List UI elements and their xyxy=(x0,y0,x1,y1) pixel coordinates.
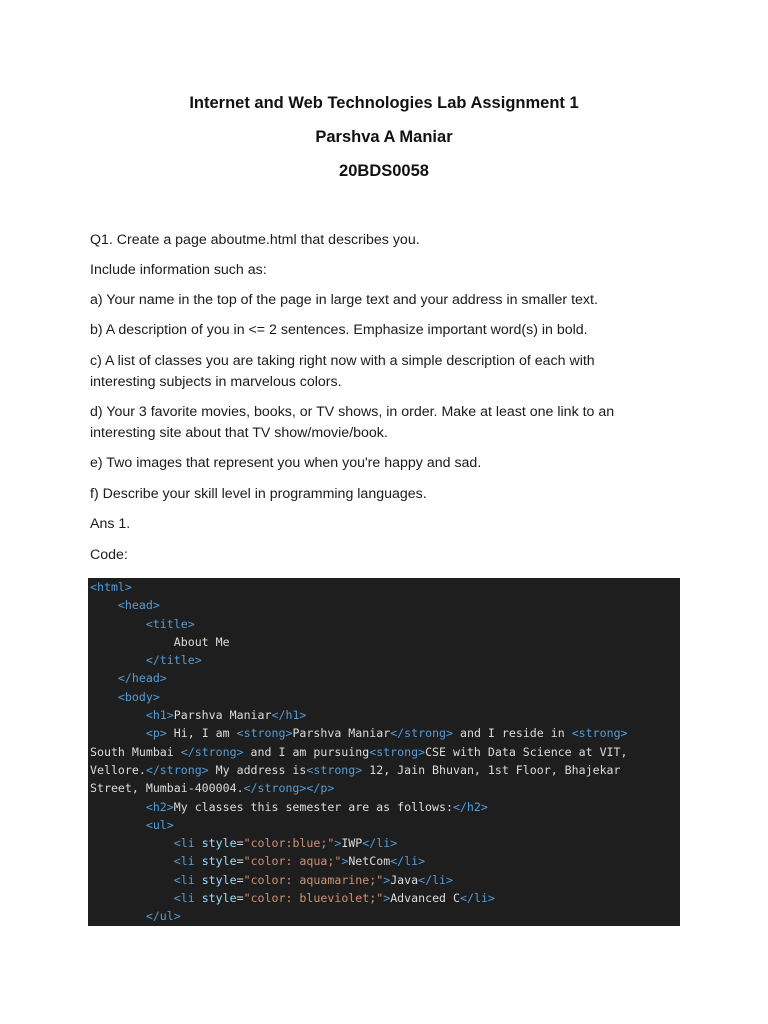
code-token: = xyxy=(236,854,244,869)
requirement-f: f) Describe your skill level in programming languages. xyxy=(90,486,427,502)
code-token: My address is xyxy=(208,762,307,777)
code-line xyxy=(88,688,680,706)
registration-number: 20BDS0058 xyxy=(339,162,429,180)
requirement-c-line2: interesting subjects in marvelous colors. xyxy=(90,374,342,390)
requirement-b: b) A description of you in <= 2 sentences. Emphasize important word(s) in bold. xyxy=(90,322,588,338)
code-token: style xyxy=(194,872,237,887)
code-token: South Mumbai xyxy=(90,744,181,759)
code-token: = xyxy=(236,891,244,906)
code-token: </li> xyxy=(418,872,454,887)
code-token: Java xyxy=(390,872,419,887)
code-token: About Me xyxy=(173,634,230,649)
code-token: CSE with Data Science at VIT, xyxy=(425,744,628,759)
code-line xyxy=(88,743,680,761)
code-token: <strong> xyxy=(571,726,628,741)
code-line xyxy=(88,615,680,633)
code-line xyxy=(88,651,680,669)
code-token: <p> xyxy=(145,726,167,741)
code-line xyxy=(88,871,680,889)
code-token: <strong> xyxy=(369,744,426,759)
code-token: <li xyxy=(173,854,195,869)
code-token: style xyxy=(194,836,237,851)
question-text: Q1. Create a page aboutme.html that describes you. xyxy=(90,232,420,248)
code-token: Advanced C xyxy=(390,891,460,906)
code-line xyxy=(88,779,680,797)
code-token: 12, Jain Bhuvan, 1st Floor, Bhajekar xyxy=(362,762,621,777)
code-token: and I reside in xyxy=(453,726,572,741)
requirement-c xyxy=(90,351,650,393)
code-token: <h2> xyxy=(145,799,174,814)
document-title: Internet and Web Technologies Lab Assignment 1 xyxy=(189,94,579,112)
code-token: </p> xyxy=(306,781,335,796)
code-line xyxy=(88,633,680,651)
code-token: style xyxy=(194,891,237,906)
code-line xyxy=(88,669,680,687)
code-line xyxy=(88,724,680,742)
code-token: <strong> xyxy=(306,762,363,777)
question-intro: Include information such as: xyxy=(90,262,267,278)
code-token: <html> xyxy=(90,580,132,594)
code-line xyxy=(88,889,680,907)
code-token: > xyxy=(383,891,391,906)
code-token: </strong> xyxy=(145,762,209,777)
code-token: Parshva Maniar xyxy=(173,708,272,723)
code-token: style xyxy=(194,854,237,869)
requirement-d xyxy=(90,402,650,444)
code-token: = xyxy=(236,872,244,887)
code-token: <li xyxy=(173,836,195,851)
code-token: Street, Mumbai-400004. xyxy=(90,781,244,796)
code-token: <strong> xyxy=(236,726,293,741)
code-token: > xyxy=(334,836,342,851)
code-line xyxy=(88,798,680,816)
code-token: <head> xyxy=(117,598,160,613)
author-name: Parshva A Maniar xyxy=(315,128,453,146)
code-line xyxy=(88,706,680,724)
code-line xyxy=(88,852,680,870)
code-token: My classes this semester are as follows: xyxy=(173,799,453,814)
code-token: </strong> xyxy=(243,781,307,796)
code-token: "color:blue;" xyxy=(243,836,335,851)
code-token: </head> xyxy=(117,671,167,686)
code-line xyxy=(88,596,680,614)
code-line xyxy=(88,834,680,852)
code-token: IWP xyxy=(341,836,363,851)
code-line xyxy=(88,578,680,596)
requirement-d-line1: d) Your 3 favorite movies, books, or TV shows, in order. Make at least one link to an xyxy=(90,404,615,420)
requirement-d-line2: interesting site about that TV show/movie/book. xyxy=(90,425,388,441)
code-token: </li> xyxy=(390,854,426,869)
requirement-e: e) Two images that represent you when you're happy and sad. xyxy=(90,455,482,471)
code-label: Code: xyxy=(90,547,128,563)
code-token: <title> xyxy=(145,616,195,631)
code-token: = xyxy=(236,836,244,851)
code-token: "color: aqua;" xyxy=(243,854,342,869)
code-token: <li xyxy=(173,872,195,887)
answer-label: Ans 1. xyxy=(90,516,131,532)
requirement-c-line1: c) A list of classes you are taking right now with a simple description of each with xyxy=(90,353,595,369)
code-token: > xyxy=(383,872,391,887)
code-token: NetCom xyxy=(348,854,391,869)
code-token: </strong> xyxy=(180,744,244,759)
requirement-a: a) Your name in the top of the page in large text and your address in smaller text. xyxy=(90,292,598,308)
code-token: </h1> xyxy=(271,708,307,723)
code-token: > xyxy=(341,854,349,869)
code-token: <li xyxy=(173,891,195,906)
code-token: </li> xyxy=(362,836,398,851)
code-token: </ul> xyxy=(145,909,181,924)
code-token: </h2> xyxy=(452,799,488,814)
code-token: Vellore. xyxy=(90,762,146,777)
code-token: Hi, I am xyxy=(166,726,237,741)
code-line xyxy=(88,907,680,925)
code-token: </strong> xyxy=(390,726,454,741)
code-token: </title> xyxy=(145,653,202,668)
code-token: "color: blueviolet;" xyxy=(243,891,384,906)
code-line xyxy=(88,816,680,834)
code-token: and I am pursuing xyxy=(243,744,370,759)
code-token: Parshva Maniar xyxy=(292,726,391,741)
code-token: </li> xyxy=(460,891,495,906)
code-token: <body> xyxy=(117,689,160,704)
code-token: <ul> xyxy=(145,817,174,832)
code-block xyxy=(88,578,680,926)
code-token: "color: aquamarine;" xyxy=(243,872,384,887)
code-token: <h1> xyxy=(145,708,174,723)
code-line xyxy=(88,761,680,779)
